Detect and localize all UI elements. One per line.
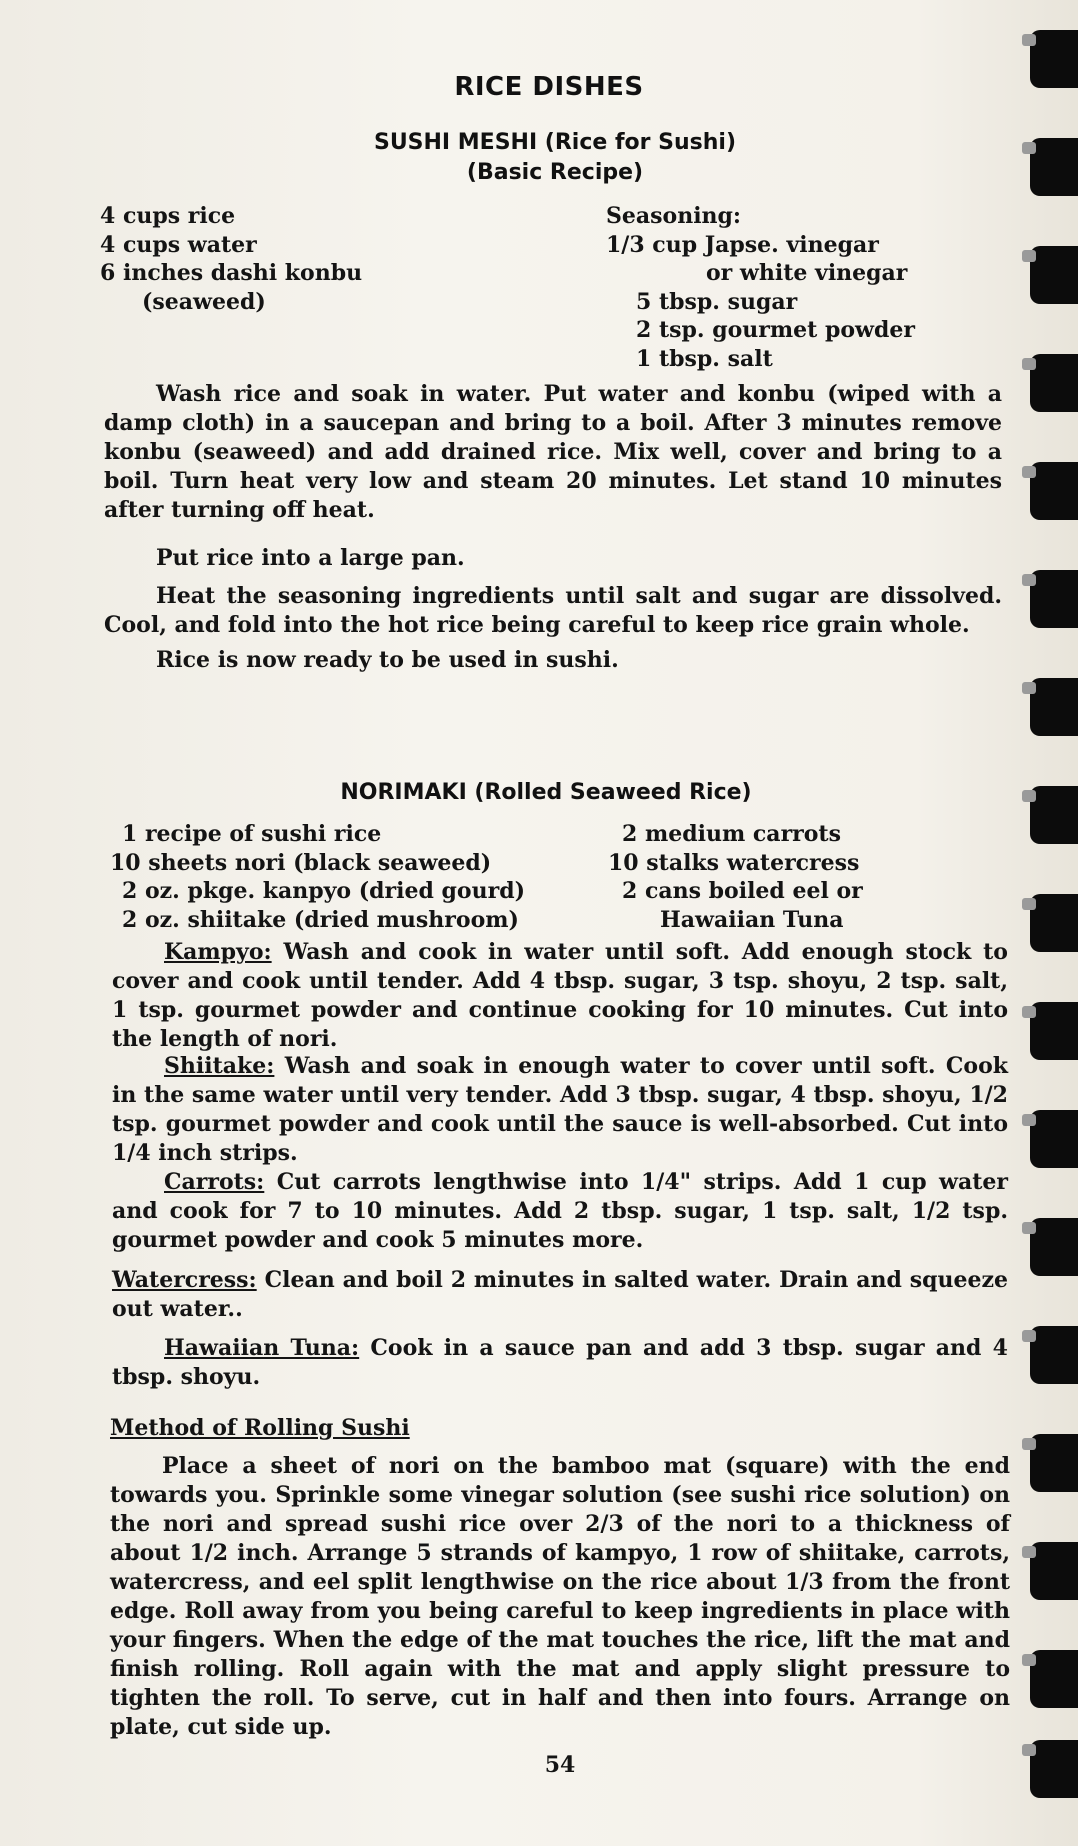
seasoning-item: 1 tbsp. salt (636, 345, 773, 372)
ingredient: 1 recipe of sushi rice (122, 821, 382, 847)
binding-ring (1030, 1002, 1078, 1060)
norimaki-heading: NORIMAKI (Rolled Seaweed Rice) (340, 780, 752, 805)
sushi-meshi-subheading: (Basic Recipe) (466, 160, 644, 185)
spiral-binding (1018, 20, 1078, 1810)
step-kampyo: Kampyo: Wash and cook in water until soft. Add enough stock to cover and cook until tender. Add 4 tbsp. sugar, 3 tsp. shoyu, 2 tsp. salt, 1 tsp. gourmet powder and continue cooking for 10 minutes. Cut into the length of nori. (112, 939, 1008, 1052)
page-title: RICE DISHES (454, 72, 644, 102)
ingredient: 4 cups rice (100, 203, 236, 229)
ingredient: Hawaiian Tuna (660, 906, 844, 933)
sushi-meshi-heading: SUSHI MESHI (Rice for Sushi) (373, 130, 737, 155)
binding-ring (1030, 1218, 1078, 1276)
page-number: 54 (544, 1752, 576, 1778)
step-carrots: Carrots: Cut carrots lengthwise into 1/4" strips. Add 1 cup water and cook for 7 to 10 minutes. Add 2 tbsp. sugar, 1 tsp. salt, 1/2 tsp. gourmet powder and cook 5 minutes more. (112, 1169, 1008, 1253)
seasoning-item: 1/3 cup Japse. vinegar (606, 231, 879, 258)
binding-ring (1030, 894, 1078, 952)
sushi-meshi-paragraph: Put rice into a large pan. (156, 545, 465, 571)
binding-ring (1030, 1326, 1078, 1384)
ingredient: 6 inches dashi konbu (100, 260, 363, 286)
method-text: Place a sheet of nori on the bamboo mat (square) with the end towards you. Sprinkle some vinegar solution (see sushi rice solution) on the nori and spread sushi rice over 2/3 of the nori to a thickness of about 1/2 inch. Arrange 5 strands of kampyo, 1 row of shiitake, carrots, watercress, and eel split lengthwise on the rice about 1/3 from the front edge. Roll away from you being careful to keep ingredients in place with your fingers. When the edge of the mat touches the rice, lift the mat and finish rolling. Roll again with the mat and apply slight pressure to tighten the roll. To serve, cut in half and then into fours. Arrange on plate, cut side up. (110, 1453, 1010, 1740)
binding-ring (1030, 1110, 1078, 1168)
ingredient: 2 cans boiled eel or (622, 878, 863, 904)
ingredient: 10 sheets nori (black seaweed) (110, 849, 492, 876)
seasoning-item: 2 tsp. gourmet powder (636, 317, 915, 343)
step-label: Hawaiian Tuna: (164, 1335, 360, 1361)
step-shiitake: Shiitake: Wash and soak in enough water to cover until soft. Cook in the same water until very tender. Add 3 tbsp. sugar, 4 tbsp. shoyu, 1/2 tsp. gourmet powder and cook until the sauce is well-absorbed. Cut into 1/4 inch strips. (112, 1053, 1008, 1166)
step-label: Carrots: (164, 1169, 265, 1195)
norimaki-ingredients-left (110, 820, 525, 934)
binding-ring (1030, 1650, 1078, 1708)
ingredient: 10 stalks watercress (608, 849, 860, 876)
step-label: Kampyo: (164, 939, 272, 965)
method-heading: Method of Rolling Sushi (110, 1415, 410, 1441)
seasoning-item: 5 tbsp. sugar (636, 288, 798, 315)
sushi-meshi-paragraph: Rice is now ready to be used in sushi. (156, 647, 619, 673)
binding-ring (1030, 1542, 1078, 1600)
sushi-meshi-paragraph: Heat the seasoning ingredients until salt and sugar are dissolved. Cool, and fold into the hot rice being careful to keep rice grain whole. (104, 583, 1002, 638)
sushi-meshi-ingredients (100, 202, 362, 316)
ingredient: 2 oz. shiitake (dried mushroom) (122, 906, 519, 933)
norimaki-ingredients-right (608, 820, 863, 934)
ingredient: (seaweed) (142, 288, 266, 315)
ingredient: 4 cups water (100, 231, 257, 258)
step-watercress: Watercress: Clean and boil 2 minutes in salted water. Drain and squeeze out water.. (112, 1267, 1008, 1322)
seasoning-label: Seasoning: (606, 203, 742, 229)
binding-ring (1030, 354, 1078, 412)
ingredient: 2 oz. pkge. kanpyo (dried gourd) (122, 878, 525, 904)
sushi-meshi-paragraph: Wash rice and soak in water. Put water and konbu (wiped with a damp cloth) in a saucepan and bring to a boil. After 3 minutes remove konbu (seaweed) and add drained rice. Mix well, cover and bring to a boil. Turn heat very low and steam 20 minutes. Let stand 10 minutes after turning off heat. (104, 381, 1002, 523)
binding-ring (1030, 570, 1078, 628)
ingredient: 2 medium carrots (622, 821, 841, 847)
seasoning-list (606, 202, 915, 373)
binding-ring (1030, 678, 1078, 736)
step-label: Shiitake: (164, 1053, 275, 1079)
seasoning-item: or white vinegar (706, 260, 908, 286)
binding-ring (1030, 246, 1078, 304)
binding-ring (1030, 1434, 1078, 1492)
step-hawaiian-tuna: Hawaiian Tuna: Cook in a sauce pan and add 3 tbsp. sugar and 4 tbsp. shoyu. (112, 1335, 1008, 1390)
binding-ring (1030, 462, 1078, 520)
step-label: Watercress: (112, 1267, 257, 1293)
